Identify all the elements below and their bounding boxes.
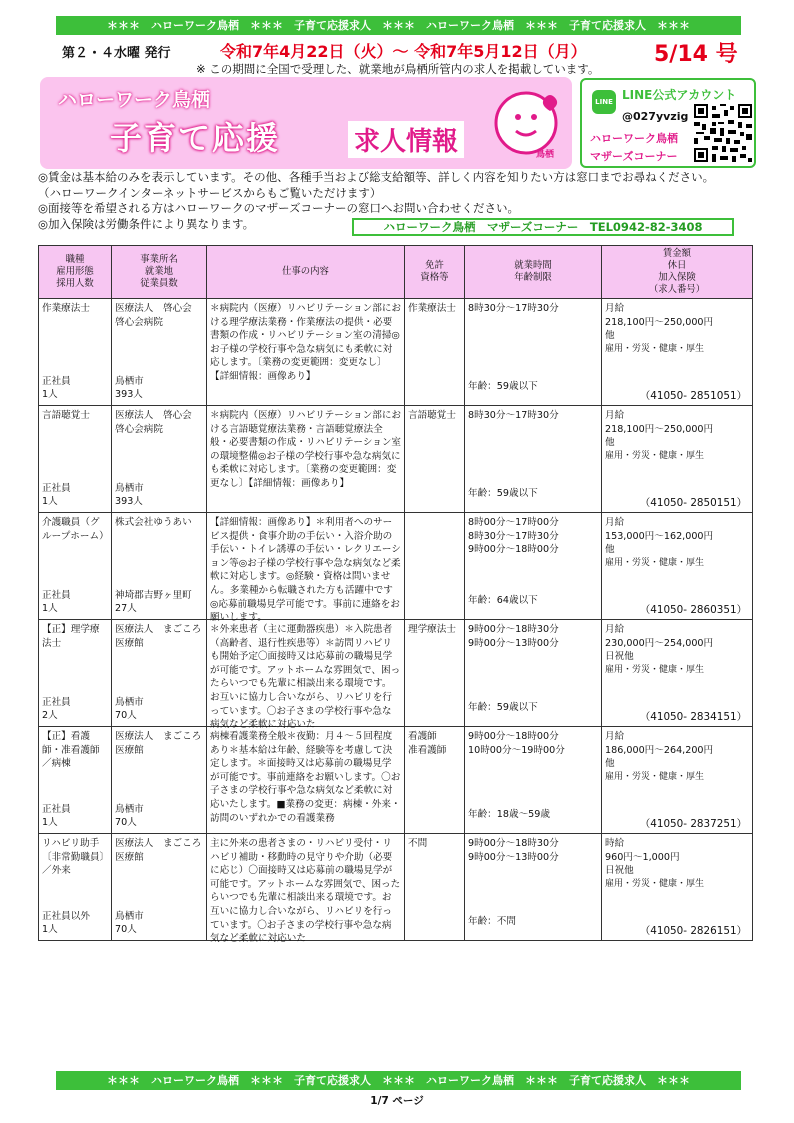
note-line: ◎加入保険は労働条件により異なります。 [38, 216, 255, 231]
cell-company [112, 834, 207, 941]
cell-company [112, 299, 207, 406]
employment-type: 正社員 [42, 696, 71, 708]
insurance: 雇用・労災・健康・厚生 [605, 771, 705, 782]
line-app-icon: LINE [592, 90, 616, 114]
cell-job [39, 620, 112, 727]
qr-code-icon[interactable] [694, 104, 752, 162]
cell-wage [602, 620, 753, 727]
cell-hours [465, 513, 602, 620]
insurance: 雇用・労災・健康・厚生 [605, 557, 705, 568]
cell-license [405, 406, 465, 513]
line-account-box[interactable] [580, 78, 756, 168]
hero-banner [40, 77, 572, 169]
work-location: 鳥栖市 [115, 803, 144, 815]
employment-type: 正社員 [42, 803, 71, 815]
hero-office-name: ハローワーク鳥栖 [58, 89, 211, 111]
work-hours: 8時30分～17時30分 [468, 303, 559, 314]
footer-banner: ＊＊＊ ハローワーク鳥栖 ＊＊＊ 子育て応援求人 ＊＊＊ ハローワーク鳥栖 ＊＊＊ 子育て応援求人 ＊＊＊ [56, 1071, 741, 1090]
job-table [38, 245, 753, 945]
employment-type: 正社員 [42, 589, 71, 601]
header-hours: 就業時間 年齢制限 [465, 246, 602, 299]
cell-duties [207, 513, 405, 624]
job-duties: ＊外来患者（主に運動器疾患）＊入院患者（高齢者、退行性疾患等）＊訪問リハビリも開始予定〇面接時又は応募前の職場見学が可能です。アットホームな雰囲気で、困ったらいつでも先輩に相談出来る環境です。お互いに協力し合いながら、リハビリを行っています。〇お子さまの学校行事や急な病気など柔軟に対応いた [210, 624, 401, 731]
line-title: LINE公式アカウント [622, 88, 737, 102]
wage-amount: 153,000円～162,000円 [605, 530, 714, 542]
holidays: 日祝他 [605, 865, 634, 877]
hire-count: 1人 [42, 389, 58, 401]
table-row[interactable] [39, 513, 753, 620]
staff-count: 27人 [115, 603, 137, 615]
holidays: 他 [605, 437, 615, 449]
cell-wage [602, 299, 753, 406]
line-id: @027yvzig [622, 110, 689, 123]
job-number: （41050- 2850151） [639, 497, 747, 510]
hire-count: 1人 [42, 817, 58, 829]
cell-duties [207, 727, 405, 834]
insurance: 雇用・労災・健康・厚生 [605, 664, 705, 675]
company-name: 医療法人 啓心会 啓心会病院 [115, 410, 192, 435]
job-number: （41050- 2826151） [639, 925, 747, 938]
cell-wage [602, 406, 753, 513]
job-duties: 主に外来の患者さまの・リハビリ受付・リハビリ補助・移動時の見守りや介助（必要に応じ）〇面接時又は応募前の職場見学が可能です。アットホームな雰囲気で、困ったらいつでも先輩に相談出来る環境です。お互いに協力し合いながら、リハビリを行っています。〇お子さまの学校行事や急な病気など柔軟に対応いた [210, 838, 401, 945]
work-hours: 9時00分～18時30分 9時00分～13時00分 [468, 838, 559, 863]
cell-license [405, 834, 465, 941]
cell-company [112, 406, 207, 513]
job-duties: 【詳細情報：画像あり】＊利用者へのサービス提供・食事介助の手伝い・入浴介助の手伝い・トイレ誘導の手伝い・レクリエーション等◎お子様の学校行事や急な病気など柔軟に対応します。◎経験・資格は問いません。多業種から転職された方も活躍中です◎応募前職場見学可能です。事前に連絡をお願いします。 [210, 517, 401, 624]
required-license: 作業療法士 [408, 303, 456, 314]
cell-license [405, 727, 465, 834]
employment-type: 正社員 [42, 482, 71, 494]
holidays: 他 [605, 330, 615, 342]
table-header-row [39, 246, 753, 299]
hire-count: 1人 [42, 924, 58, 936]
line-corner: マザーズコーナー [590, 150, 678, 163]
wage-type: 月給 [605, 517, 625, 528]
wage-type: 月給 [605, 410, 625, 421]
age-limit: 年齢：不問 [468, 916, 516, 927]
work-location: 鳥栖市 [115, 696, 144, 708]
note-line: （ハローワークインターネットサービスからもご覧いただけます） [38, 185, 382, 200]
note-line: ◎面接等を希望される方はハローワークのマザーズコーナーの窓口へお問い合わせください。 [38, 201, 519, 215]
table-row[interactable] [39, 620, 753, 727]
issue-row [62, 39, 762, 67]
required-license: 不問 [408, 838, 428, 849]
wage-amount: 218,100円～250,000円 [605, 423, 714, 435]
header-wage: 賃金額 休日 加入保険 （求人番号） [602, 246, 753, 299]
company-name: 医療法人 まごころ医療館 [115, 838, 202, 863]
work-hours: 9時00分～18時30分 9時00分～13時00分 [468, 624, 559, 649]
work-location: 鳥栖市 [115, 482, 144, 494]
cell-company [112, 727, 207, 834]
hero-title: 子育て応援 [110, 119, 281, 157]
hero-subtitle: 求人情報 [348, 121, 464, 158]
company-name: 医療法人 まごころ医療館 [115, 731, 202, 756]
required-license: 看護師 准看護師 [408, 731, 447, 756]
job-number: （41050- 2860351） [639, 604, 747, 617]
staff-count: 70人 [115, 710, 137, 722]
hero-mark-label: 鳥栖 [536, 150, 555, 160]
cell-job [39, 406, 112, 513]
line-office: ハローワーク鳥栖 [590, 132, 678, 145]
job-title: 【正】理学療法士 [42, 624, 100, 649]
holidays: 他 [605, 544, 615, 556]
job-number: （41050- 2834151） [639, 711, 747, 724]
age-limit: 年齢：59歳以下 [468, 381, 538, 392]
cell-job [39, 513, 112, 620]
required-license: 理学療法士 [408, 624, 456, 635]
table-row[interactable] [39, 299, 753, 406]
job-number: （41050- 2837251） [639, 818, 747, 831]
hire-count: 1人 [42, 496, 58, 508]
job-title: 作業療法士 [42, 303, 90, 314]
staff-count: 70人 [115, 817, 137, 829]
wage-amount: 960円～1,000円 [605, 851, 680, 863]
job-duties: ＊病院内（医療）リハビリテーション部における理学療法業務・作業療法の提供・必要書類の作成・リハビリテーション室の清掃◎お子様の学校行事や急な病気にも柔軟に対応します。〔業務の変更範囲：変更なし〕【詳細情報：画像あり】 [210, 303, 402, 382]
wage-amount: 186,000円～264,200円 [605, 744, 714, 756]
contact-box: ハローワーク鳥栖 マザーズコーナー TEL0942-82-3408 [352, 218, 734, 236]
work-location: 神埼郡吉野ヶ里町 [115, 589, 192, 601]
company-name: 株式会社ゆうあい [115, 517, 192, 528]
cell-license [405, 513, 465, 620]
job-title: 言語聴覚士 [42, 410, 90, 421]
table-row[interactable] [39, 406, 753, 513]
header-company: 事業所名 就業地 従業員数 [112, 246, 207, 299]
header-banner: ＊＊＊ ハローワーク鳥栖 ＊＊＊ 子育て応援求人 ＊＊＊ ハローワーク鳥栖 ＊＊＊ 子育て応援求人 ＊＊＊ [56, 16, 741, 35]
wage-type: 月給 [605, 731, 625, 742]
table-row[interactable] [39, 727, 753, 834]
cell-hours [465, 834, 602, 941]
page-number: 1/7 ページ [370, 1095, 424, 1107]
work-hours: 9時00分～18時00分 10時00分～19時00分 [468, 731, 565, 756]
job-duties: 病棟看護業務全般＊夜勤：月４～５回程度あり＊基本給は年齢、経験等を考慮して決定します。＊面接時又は応募前の職場見学が可能です。事前連絡をお願いします。〇お子さまの学校行事や急な病気など柔軟に対応いたします。■業務の変更：病棟・外来・訪問のいずれかでの看護業務 [210, 731, 401, 824]
job-number: （41050- 2851051） [639, 390, 747, 403]
cell-hours [465, 406, 602, 513]
company-name: 医療法人 まごころ医療館 [115, 624, 202, 649]
cell-company [112, 620, 207, 727]
cell-hours [465, 727, 602, 834]
wage-amount: 218,100円～250,000円 [605, 316, 714, 328]
cell-wage [602, 727, 753, 834]
cell-hours [465, 299, 602, 406]
age-limit: 年齢：18歳～59歳 [468, 809, 550, 820]
staff-count: 393人 [115, 496, 143, 508]
job-title: 【正】看護師・准看護師／病棟 [42, 731, 100, 770]
job-title: リハビリ助手〔非常勤職員〕／外来 [42, 838, 105, 877]
cell-job [39, 727, 112, 834]
cell-duties [207, 406, 405, 513]
insurance: 雇用・労災・健康・厚生 [605, 450, 705, 461]
age-limit: 年齢：64歳以下 [468, 595, 538, 606]
cell-duties [207, 620, 405, 731]
cell-hours [465, 620, 602, 727]
hire-count: 2人 [42, 710, 58, 722]
age-limit: 年齢：59歳以下 [468, 488, 538, 499]
required-license: 言語聴覚士 [408, 410, 456, 421]
job-duties: ＊病院内（医療）リハビリテーション部における言語聴覚療法業務・言語聴覚療法全般・必要書類の作成・リハビリテーション室の環境整備◎お子様の学校行事や急な病気にも柔軟に対応します。〔業務の変更範囲：変更なし〕【詳細情報：画像あり】 [210, 410, 402, 489]
staff-count: 393人 [115, 389, 143, 401]
wage-amount: 230,000円～254,000円 [605, 637, 714, 649]
employment-type: 正社員以外 [42, 910, 90, 922]
cell-wage [602, 834, 753, 941]
header-job: 職種 雇用形態 採用人数 [39, 246, 112, 299]
insurance: 雇用・労災・健康・厚生 [605, 343, 705, 354]
work-hours: 8時30分～17時30分 [468, 410, 559, 421]
cell-company [112, 513, 207, 620]
holidays: 日祝他 [605, 651, 634, 663]
wage-type: 月給 [605, 624, 625, 635]
cell-duties [207, 299, 405, 406]
wage-type: 月給 [605, 303, 625, 314]
work-location: 鳥栖市 [115, 375, 144, 387]
cell-job [39, 834, 112, 941]
hire-count: 1人 [42, 603, 58, 615]
cell-duties [207, 834, 405, 945]
job-title: 介護職員（グループホーム） [42, 517, 109, 542]
cell-license [405, 299, 465, 406]
staff-count: 70人 [115, 924, 137, 936]
issue-number: 5/14 号 [654, 42, 738, 67]
employment-type: 正社員 [42, 375, 71, 387]
work-location: 鳥栖市 [115, 910, 144, 922]
insurance: 雇用・労災・健康・厚生 [605, 878, 705, 889]
note-line: ◎賃金は基本給のみを表示しています。その他、各種手当および総支給額等、詳しく内容を知りたい方は窓口までお尋ねください。 [38, 170, 715, 184]
cell-license [405, 620, 465, 727]
publication-period: 令和7年4月22日（火）～ 令和7年5月12日（月） [220, 42, 587, 61]
cell-job [39, 299, 112, 406]
header-license: 免許 資格等 [405, 246, 465, 299]
issue-label: 第２・４水曜 発行 [62, 46, 171, 61]
age-limit: 年齢：59歳以下 [468, 702, 538, 713]
period-note: ※ この期間に全国で受理した、就業地が鳥栖所管内の求人を掲載しています。 [196, 62, 600, 76]
wage-type: 時給 [605, 838, 625, 849]
table-row[interactable] [39, 834, 753, 941]
header-duties: 仕事の内容 [207, 246, 405, 299]
work-hours: 8時00分～17時00分 8時30分～17時30分 9時00分～18時00分 [468, 517, 559, 556]
company-name: 医療法人 啓心会 啓心会病院 [115, 303, 192, 328]
holidays: 他 [605, 758, 615, 770]
cell-wage [602, 513, 753, 620]
